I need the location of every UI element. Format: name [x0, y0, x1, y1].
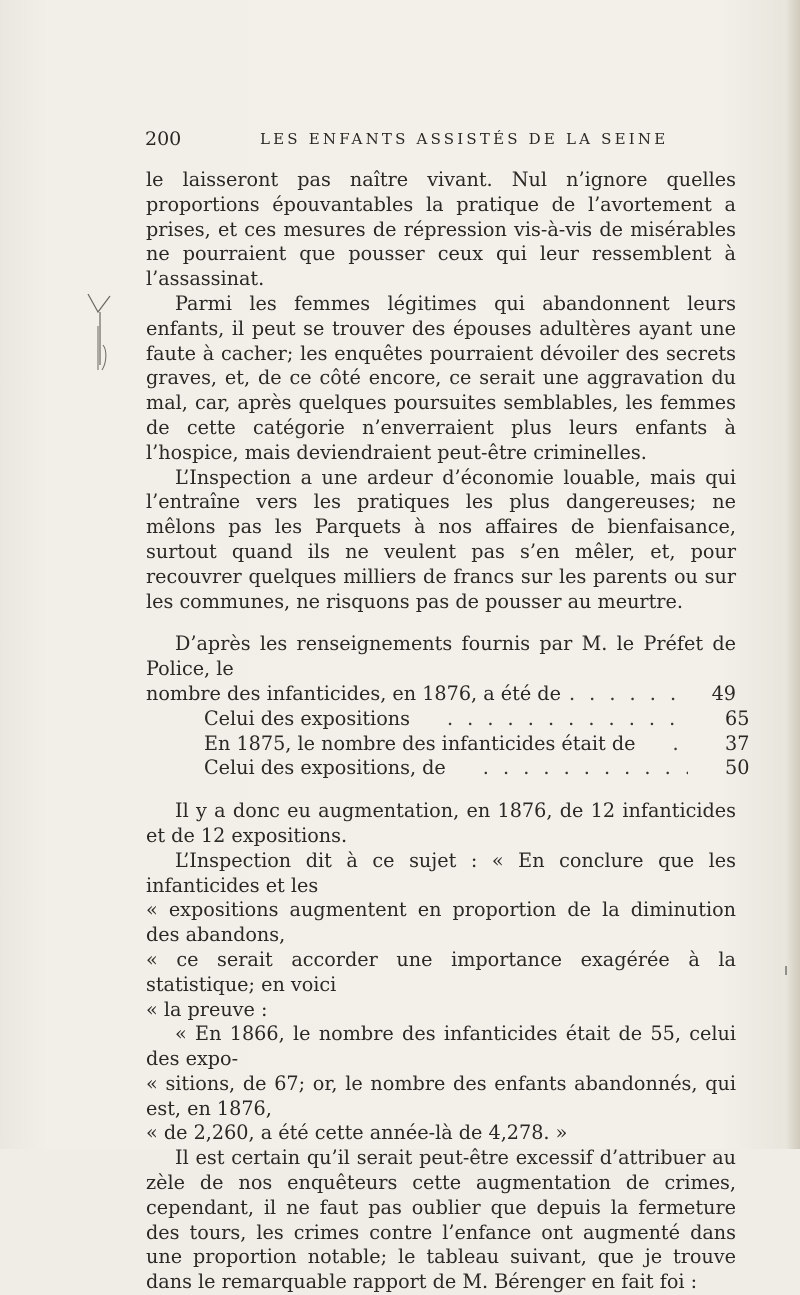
quote-line: « expositions augmentent en proportion de la diminution des abandons,: [146, 898, 736, 947]
page-header: [145, 128, 735, 158]
stray-ink-mark-icon: [783, 965, 789, 977]
stat-row: [146, 756, 750, 781]
page-number: 200: [145, 128, 182, 150]
stat-value: 49: [711, 681, 736, 705]
stat-label: nombre des infanticides, en 1876, a été de: [146, 681, 561, 705]
paragraph-1: le laisseront pas naître vivant. Nul n’ignore quelles proportions épouvantables la pratique de l’avortement a prises, et ces mesures de répression vis-à-vis de misérables ne pourraient que pousser ceux qui leur ressemblent à l’assassinat.: [146, 168, 736, 291]
dot-leader: [569, 682, 688, 707]
paragraph-2: Parmi les femmes légitimes qui abandonnent leurs enfants, il peut se trouver des épouses adultères ayant une faute à cacher; les enquêtes pourraient dévoiler des secrets graves, et, de ce côté encore, ce serait une aggravation du mal, car, après quelques poursuites semblables, les femmes de cette catégorie n’enverraient plus leurs enfants à l’hospice, mais deviendraient peut-être criminelles.: [146, 291, 736, 464]
quote-line: « En 1866, le nombre des infanticides était de 55, celui des expo-: [146, 1022, 736, 1071]
paragraph-8: Il est certain qu’il serait peut-être excessif d’attribuer au zèle de nos enquêteurs cette augmentation de crimes, cependant, il ne faut pas oublier que depuis la fermeture des tours, les crimes contre l’enfance ont augmenté dans une proportion notable; le tableau suivant, que je trouve dans le remarquable rapport de M. Bérenger en fait foi :: [146, 1146, 736, 1294]
stat-value: 65: [725, 706, 750, 730]
dot-leader: [454, 756, 688, 781]
dot-leader: [418, 707, 688, 732]
quote-line: « sitions, de 67; or, le nombre des enfants abandonnés, qui est, en 1876,: [146, 1071, 736, 1120]
dot-leader: [643, 732, 688, 757]
stat-row: [146, 682, 736, 707]
quote-line: « de 2,260, a été cette année-là de 4,278. »: [146, 1121, 568, 1145]
running-title: LES ENFANTS ASSISTÉS DE LA SEINE: [260, 130, 669, 148]
quote-line: « la preuve :: [146, 997, 268, 1021]
spacer: [146, 781, 736, 799]
statistics-intro: D’après les renseignements fournis par M. le Préfet de Police, le: [146, 632, 736, 681]
paragraph-5: Il y a donc eu augmentation, en 1876, de 12 infanticides et de 12 expositions.: [146, 799, 736, 847]
stat-row: [146, 706, 750, 732]
margin-pencil-mark-icon: [80, 290, 120, 380]
stat-label: En 1875, le nombre des infanticides était de: [204, 731, 636, 755]
quote-line: L’Inspection dit à ce sujet : « En conclure que les infanticides et les: [146, 848, 736, 897]
paragraph-3: L’Inspection a une ardeur d’économie louable, mais qui l’entraîne vers les pratiques les plus dangereuses; ne mêlons pas les Parquets à nos affaires de bienfaisance, surtout quand ils ne veulent pas s’en mêler, et, pour recouvrer quelques milliers de francs sur les parents ou sur les communes, ne risquons pas de pousser au meurtre.: [146, 465, 736, 613]
stat-label: Celui des expositions, de: [204, 756, 446, 780]
spacer: [146, 614, 736, 632]
stat-value: 37: [725, 731, 750, 755]
body-text: [146, 168, 750, 1295]
stat-label: Celui des expositions: [204, 706, 410, 730]
quote-line: « ce serait accorder une importance exagérée à la statistique; en voici: [146, 947, 736, 996]
stat-row: [146, 731, 750, 757]
stat-value: 50: [725, 756, 750, 780]
